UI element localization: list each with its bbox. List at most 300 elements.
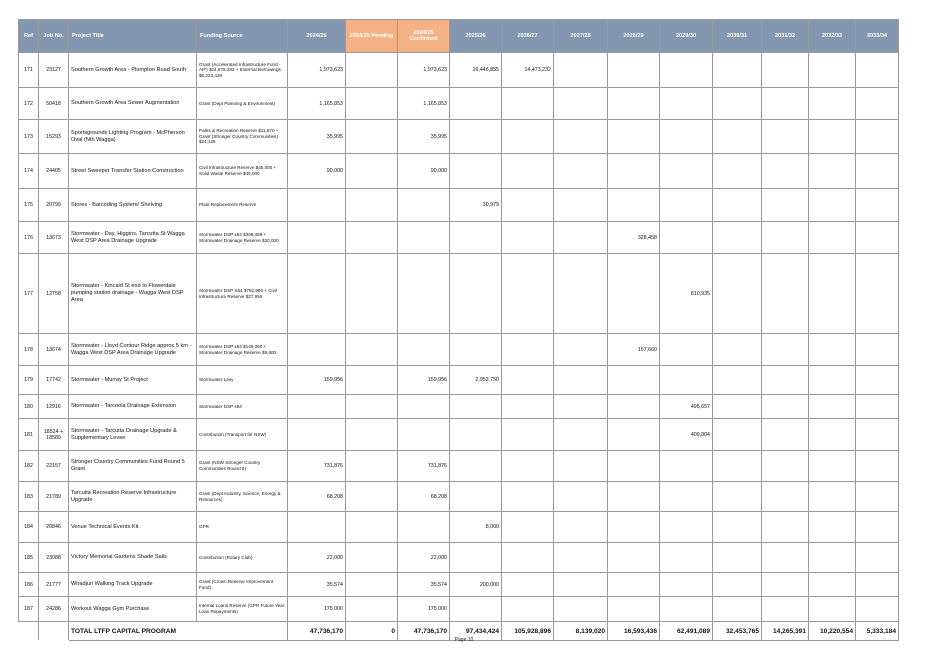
cell-funding-source: Stormwater DSP s64 <box>197 395 288 419</box>
cell-2024-25: 1,973,623 <box>288 53 346 88</box>
cell-job-no: 20799 <box>39 189 69 222</box>
cell-2032-33 <box>809 154 856 189</box>
cell-2026-27 <box>502 222 554 254</box>
cell-2032-33 <box>809 366 856 395</box>
cell-2030-31 <box>713 451 762 482</box>
cell-ref: 181 <box>19 419 39 451</box>
cell-job-no: 21777 <box>39 573 69 597</box>
cell-ref: 174 <box>19 154 39 189</box>
cell-2025-26: 8,000 <box>450 512 502 543</box>
cell-2026-27 <box>502 512 554 543</box>
cell-job-no: 24286 <box>39 597 69 622</box>
cell-funding-source: Plant Replacement Reserve <box>197 189 288 222</box>
cell-2033-34 <box>856 419 899 451</box>
cell-2024-25 <box>288 334 346 366</box>
cell-2033-34 <box>856 88 899 120</box>
cell-2027-28 <box>554 512 608 543</box>
header-job-no: Job No. <box>39 20 69 53</box>
cell-2024-25: 731,876 <box>288 451 346 482</box>
cell-2028-29 <box>608 512 660 543</box>
cell-2024-25-pending <box>346 543 398 573</box>
cell-2024-25-confirmed <box>398 395 450 419</box>
cell-2030-31 <box>713 154 762 189</box>
cell-2031-32 <box>762 334 809 366</box>
cell-2033-34 <box>856 366 899 395</box>
table-row <box>19 120 899 154</box>
total-2027-28: 8,139,020 <box>554 622 608 641</box>
cell-job-no: 22157 <box>39 451 69 482</box>
cell-2032-33 <box>809 53 856 88</box>
total-2032-33: 10,220,554 <box>809 622 856 641</box>
cell-2031-32 <box>762 419 809 451</box>
cell-project-title: Stormwater - Murray St Project <box>69 366 197 395</box>
cell-2029-30 <box>660 189 713 222</box>
cell-2026-27: 14,473,232 <box>502 53 554 88</box>
cell-2032-33 <box>809 334 856 366</box>
cell-2024-25: 159,956 <box>288 366 346 395</box>
cell-2029-30: 495,657 <box>660 395 713 419</box>
cell-2026-27 <box>502 366 554 395</box>
cell-2025-26: 16,446,855 <box>450 53 502 88</box>
cell-2025-26 <box>450 543 502 573</box>
cell-funding-source: Grant (NSW Stronger Country Communities Round 5) <box>197 451 288 482</box>
cell-2027-28 <box>554 573 608 597</box>
cell-funding-source: Contribution (Rotary Club) <box>197 543 288 573</box>
cell-2032-33 <box>809 189 856 222</box>
cell-2024-25-pending <box>346 53 398 88</box>
cell-2028-29 <box>608 53 660 88</box>
cell-2032-33 <box>809 482 856 512</box>
cell-2029-30 <box>660 154 713 189</box>
cell-2024-25 <box>288 189 346 222</box>
cell-2030-31 <box>713 395 762 419</box>
cell-2028-29 <box>608 254 660 334</box>
cell-2032-33 <box>809 222 856 254</box>
total-2033-34: 5,333,184 <box>856 622 899 641</box>
cell-job-no: 24405 <box>39 154 69 189</box>
table-row <box>19 88 899 120</box>
cell-job-no: 18524 + 18589 <box>39 419 69 451</box>
cell-2028-29 <box>608 366 660 395</box>
total-2024-25-pending: 0 <box>346 622 398 641</box>
table-row <box>19 573 899 597</box>
cell-2029-30 <box>660 597 713 622</box>
cell-2026-27 <box>502 573 554 597</box>
cell-2025-26 <box>450 334 502 366</box>
cell-2024-25: 22,000 <box>288 543 346 573</box>
cell-2027-28 <box>554 395 608 419</box>
cell-project-title: Southern Growth Area - Plumpton Road South <box>69 53 197 88</box>
cell-2026-27 <box>502 120 554 154</box>
cell-2025-26 <box>450 222 502 254</box>
table-row <box>19 512 899 543</box>
cell-2032-33 <box>809 88 856 120</box>
cell-2033-34 <box>856 512 899 543</box>
header-2029-30: 2029/30 <box>660 20 713 53</box>
cell-project-title: Stormwater - Tarcutta Drainage Upgrade & Supplementary Levee <box>69 419 197 451</box>
cell-2030-31 <box>713 120 762 154</box>
cell-funding-source: Grant (Accelerated Infrastructure Fund - AIF) $24,678,282 + External Borrowings $8,223,428 <box>197 53 288 88</box>
cell-2024-25-confirmed: 1,973,623 <box>398 53 450 88</box>
cell-2024-25-confirmed: 22,000 <box>398 543 450 573</box>
cell-2031-32 <box>762 254 809 334</box>
table-row <box>19 482 899 512</box>
table-row <box>19 543 899 573</box>
cell-2029-30 <box>660 573 713 597</box>
cell-job-no: 13673 <box>39 222 69 254</box>
cell-2024-25-pending <box>346 512 398 543</box>
cell-2028-29 <box>608 419 660 451</box>
cell-2025-26 <box>450 120 502 154</box>
cell-funding-source: Stormwater DSP S64 $782,980 + Civil Infrastructure Reserve $27,955 <box>197 254 288 334</box>
cell-2024-25-pending <box>346 395 398 419</box>
cell-funding-source: Civil Infrastructure Reserve $45,000 + Solid Waste Reserve $45,000 <box>197 154 288 189</box>
cell-job-no: 50418 <box>39 88 69 120</box>
cell-job-no: 17742 <box>39 366 69 395</box>
cell-2029-30 <box>660 53 713 88</box>
cell-funding-source: Stormwater Levy <box>197 366 288 395</box>
header-2028-29: 2028/29 <box>608 20 660 53</box>
cell-2024-25-confirmed: 35,574 <box>398 573 450 597</box>
header-2033-34: 2033/34 <box>856 20 899 53</box>
cell-2031-32 <box>762 512 809 543</box>
cell-2024-25-pending <box>346 573 398 597</box>
cell-job-no: 20846 <box>39 512 69 543</box>
header-row <box>19 20 899 53</box>
cell-ref: 178 <box>19 334 39 366</box>
cell-2025-26 <box>450 451 502 482</box>
cell-2024-25: 1,165,853 <box>288 88 346 120</box>
cell-funding-source: Stormwater DSP s64 $148,060 + Stormwater Drainage Reserve $9,600 <box>197 334 288 366</box>
cell-2024-25-confirmed: 35,995 <box>398 120 450 154</box>
cell-2027-28 <box>554 482 608 512</box>
cell-2033-34 <box>856 395 899 419</box>
cell-ref: 171 <box>19 53 39 88</box>
cell-project-title: Sportsgrounds Lighting Program - McPherson Oval (Nth Wagga) <box>69 120 197 154</box>
cell-2027-28 <box>554 451 608 482</box>
cell-2028-29 <box>608 543 660 573</box>
cell-2033-34 <box>856 482 899 512</box>
cell-ref: 184 <box>19 512 39 543</box>
table-row <box>19 395 899 419</box>
table-row <box>19 419 899 451</box>
cell-funding-source: GPR <box>197 512 288 543</box>
cell-2028-29 <box>608 482 660 512</box>
cell-2030-31 <box>713 573 762 597</box>
cell-2026-27 <box>502 189 554 222</box>
cell-2033-34 <box>856 222 899 254</box>
cell-2024-25-confirmed: 68,208 <box>398 482 450 512</box>
cell-2024-25 <box>288 419 346 451</box>
cell-project-title: Tarcutta Recreation Reserve Infrastructure Upgrade <box>69 482 197 512</box>
total-2030-31: 32,453,765 <box>713 622 762 641</box>
cell-2024-25-pending <box>346 334 398 366</box>
cell-funding-source: Contribution (Transport for NSW) <box>197 419 288 451</box>
header-ref: Ref <box>19 20 39 53</box>
cell-2024-25-pending <box>346 189 398 222</box>
table-row <box>19 53 899 88</box>
cell-ref: 177 <box>19 254 39 334</box>
cell-2033-34 <box>856 154 899 189</box>
cell-2028-29 <box>608 88 660 120</box>
cell-job-no: 15293 <box>39 120 69 154</box>
cell-funding-source: Internal Loans Reserve (GPR Future Year Loan Repayments) <box>197 597 288 622</box>
cell-2031-32 <box>762 573 809 597</box>
cell-2029-30 <box>660 88 713 120</box>
cell-funding-source: Parks & Recreation Reserve $11,870 + Grant (Stronger Country Communities) $24,125 <box>197 120 288 154</box>
cell-2024-25 <box>288 254 346 334</box>
cell-2033-34 <box>856 189 899 222</box>
cell-funding-source: Stormwater DSP s64 $308,458 + Stormwater Drainage Reserve $20,000 <box>197 222 288 254</box>
cell-job-no: 21789 <box>39 482 69 512</box>
cell-2029-30 <box>660 451 713 482</box>
cell-project-title: Stormwater - Kincaid St end to Flowerdale pumping station drainage - Wagga West DSP Area <box>69 254 197 334</box>
cell-job-no: 13674 <box>39 334 69 366</box>
cell-funding-source: Grant (Dept Industry, Science, Energy & Resources) <box>197 482 288 512</box>
cell-2031-32 <box>762 597 809 622</box>
cell-2024-25-pending <box>346 451 398 482</box>
capital-program-table <box>18 19 899 641</box>
table-row <box>19 154 899 189</box>
cell-2024-25-pending <box>346 154 398 189</box>
cell-2027-28 <box>554 254 608 334</box>
cell-2028-29 <box>608 451 660 482</box>
cell-project-title: Stormwater - Tarcoola Drainage Extension <box>69 395 197 419</box>
header-2025-26: 2025/26 <box>450 20 502 53</box>
cell-2027-28 <box>554 334 608 366</box>
header-2027-28: 2027/28 <box>554 20 608 53</box>
cell-2028-29 <box>608 154 660 189</box>
cell-2032-33 <box>809 573 856 597</box>
cell-2032-33 <box>809 597 856 622</box>
cell-2024-25-confirmed <box>398 419 450 451</box>
cell-2029-30 <box>660 512 713 543</box>
cell-2024-25-confirmed <box>398 222 450 254</box>
cell-2029-30: 810,935 <box>660 254 713 334</box>
total-2024-25-confirmed: 47,736,170 <box>398 622 450 641</box>
cell-project-title: Victory Memorial Gardens Shade Sails <box>69 543 197 573</box>
cell-2029-30: 409,804 <box>660 419 713 451</box>
cell-2027-28 <box>554 53 608 88</box>
cell-2029-30 <box>660 366 713 395</box>
header-2024-25-pending: 2024/25 Pending <box>346 20 398 53</box>
table-row <box>19 189 899 222</box>
cell-ref: 186 <box>19 573 39 597</box>
total-2026-27: 105,928,896 <box>502 622 554 641</box>
cell-2029-30 <box>660 482 713 512</box>
cell-2026-27 <box>502 334 554 366</box>
cell-2033-34 <box>856 451 899 482</box>
cell-project-title: Venue Technical Events Kit <box>69 512 197 543</box>
cell-project-title: Southern Growth Area Sewer Augmentation <box>69 88 197 120</box>
cell-2030-31 <box>713 88 762 120</box>
cell-2025-26: 200,000 <box>450 573 502 597</box>
cell-2025-26 <box>450 395 502 419</box>
cell-2026-27 <box>502 597 554 622</box>
cell-ref: 182 <box>19 451 39 482</box>
cell-2024-25-pending <box>346 88 398 120</box>
cell-2025-26 <box>450 154 502 189</box>
cell-2024-25-pending <box>346 419 398 451</box>
cell-2026-27 <box>502 451 554 482</box>
cell-2031-32 <box>762 222 809 254</box>
cell-ref: 183 <box>19 482 39 512</box>
cell-ref: 176 <box>19 222 39 254</box>
cell-2026-27 <box>502 88 554 120</box>
cell-2028-29 <box>608 597 660 622</box>
cell-2028-29: 157,660 <box>608 334 660 366</box>
cell-2028-29: 328,458 <box>608 222 660 254</box>
cell-2024-25-pending <box>346 597 398 622</box>
cell-project-title: Workout Wagga Gym Purchase <box>69 597 197 622</box>
header-2031-32: 2031/32 <box>762 20 809 53</box>
cell-2024-25-confirmed: 1,165,853 <box>398 88 450 120</box>
cell-ref: 172 <box>19 88 39 120</box>
header-2024-25-confirmed: 2024/25 Confirmed <box>398 20 450 53</box>
cell-2027-28 <box>554 543 608 573</box>
cell-project-title: Stormwater - Day, Higgins, Tarcutta St Wagga West DSP Area Drainage Upgrade <box>69 222 197 254</box>
cell-job-no: 12758 <box>39 254 69 334</box>
cell-2027-28 <box>554 222 608 254</box>
table-row <box>19 597 899 622</box>
cell-2029-30 <box>660 334 713 366</box>
cell-2031-32 <box>762 366 809 395</box>
table-row <box>19 254 899 334</box>
cell-2030-31 <box>713 222 762 254</box>
cell-2030-31 <box>713 334 762 366</box>
cell-2026-27 <box>502 482 554 512</box>
cell-2024-25-pending <box>346 120 398 154</box>
cell-2031-32 <box>762 482 809 512</box>
cell-2030-31 <box>713 482 762 512</box>
cell-project-title: Stores - Barcoding System/ Shelving <box>69 189 197 222</box>
cell-ref: 179 <box>19 366 39 395</box>
cell-2025-26: 30,979 <box>450 189 502 222</box>
cell-2027-28 <box>554 154 608 189</box>
header-project-title: Project Title <box>69 20 197 53</box>
cell-2026-27 <box>502 419 554 451</box>
cell-project-title: Street Sweeper Transfer Station Construction <box>69 154 197 189</box>
header-2024-25: 2024/25 <box>288 20 346 53</box>
total-2024-25: 47,736,170 <box>288 622 346 641</box>
cell-project-title: Wiradjuri Walking Track Upgrade <box>69 573 197 597</box>
total-2025-26: 97,434,424 <box>450 622 502 641</box>
cell-2033-34 <box>856 334 899 366</box>
cell-2032-33 <box>809 120 856 154</box>
cell-2028-29 <box>608 189 660 222</box>
cell-2032-33 <box>809 512 856 543</box>
cell-2031-32 <box>762 53 809 88</box>
header-2032-33: 2032/33 <box>809 20 856 53</box>
cell-2026-27 <box>502 543 554 573</box>
total-2029-30: 62,491,089 <box>660 622 713 641</box>
table-row <box>19 222 899 254</box>
cell-2028-29 <box>608 120 660 154</box>
cell-2033-34 <box>856 53 899 88</box>
cell-2033-34 <box>856 573 899 597</box>
cell-2024-25-pending <box>346 254 398 334</box>
cell-2031-32 <box>762 395 809 419</box>
cell-funding-source: Grant (Dept Planning & Environment) <box>197 88 288 120</box>
cell-2024-25-pending <box>346 366 398 395</box>
cell-2030-31 <box>713 254 762 334</box>
cell-funding-source: Grant (Crown Reserve Improvement Fund) <box>197 573 288 597</box>
cell-2027-28 <box>554 189 608 222</box>
cell-2024-25-confirmed: 175,000 <box>398 597 450 622</box>
cell-2032-33 <box>809 543 856 573</box>
cell-2028-29 <box>608 573 660 597</box>
cell-2029-30 <box>660 222 713 254</box>
cell-2024-25: 175,000 <box>288 597 346 622</box>
table-body <box>19 53 899 622</box>
cell-2027-28 <box>554 597 608 622</box>
cell-job-no: 12916 <box>39 395 69 419</box>
cell-2031-32 <box>762 543 809 573</box>
cell-2030-31 <box>713 189 762 222</box>
cell-2024-25-confirmed: 731,876 <box>398 451 450 482</box>
cell-ref: 185 <box>19 543 39 573</box>
cell-2030-31 <box>713 419 762 451</box>
cell-2033-34 <box>856 543 899 573</box>
cell-2029-30 <box>660 543 713 573</box>
cell-2026-27 <box>502 254 554 334</box>
cell-2027-28 <box>554 88 608 120</box>
cell-2030-31 <box>713 597 762 622</box>
cell-ref: 173 <box>19 120 39 154</box>
table-row <box>19 451 899 482</box>
cell-2031-32 <box>762 88 809 120</box>
cell-2024-25: 35,574 <box>288 573 346 597</box>
cell-2025-26 <box>450 597 502 622</box>
cell-job-no: 23127 <box>39 53 69 88</box>
total-2028-29: 16,593,436 <box>608 622 660 641</box>
cell-2024-25-pending <box>346 222 398 254</box>
cell-ref: 180 <box>19 395 39 419</box>
cell-2025-26 <box>450 88 502 120</box>
header-2026-27: 2026/27 <box>502 20 554 53</box>
cell-2032-33 <box>809 451 856 482</box>
cell-project-title: Stormwater - Lloyd Contour Ridge approx 5 km - Wagga West DSP Area Drainage Upgrade <box>69 334 197 366</box>
cell-2027-28 <box>554 366 608 395</box>
cell-2024-25-confirmed <box>398 189 450 222</box>
cell-2024-25-confirmed: 159,956 <box>398 366 450 395</box>
cell-2031-32 <box>762 189 809 222</box>
cell-2033-34 <box>856 120 899 154</box>
cell-2030-31 <box>713 512 762 543</box>
cell-2024-25 <box>288 222 346 254</box>
table-row <box>19 366 899 395</box>
cell-2025-26 <box>450 254 502 334</box>
cell-2030-31 <box>713 53 762 88</box>
cell-2025-26 <box>450 419 502 451</box>
cell-2032-33 <box>809 254 856 334</box>
cell-2033-34 <box>856 254 899 334</box>
header-2030-31: 2030/31 <box>713 20 762 53</box>
cell-2030-31 <box>713 366 762 395</box>
cell-2029-30 <box>660 120 713 154</box>
cell-2032-33 <box>809 419 856 451</box>
cell-2026-27 <box>502 395 554 419</box>
table-row <box>19 334 899 366</box>
cell-2024-25-confirmed <box>398 254 450 334</box>
cell-2026-27 <box>502 154 554 189</box>
cell-project-title: Stronger Country Communities Fund Round 5 Grant <box>69 451 197 482</box>
page-number: Page 10 <box>454 637 474 643</box>
cell-2033-34 <box>856 597 899 622</box>
cell-2024-25 <box>288 395 346 419</box>
header-funding-source: Funding Source <box>197 20 288 53</box>
total-2031-32: 14,265,391 <box>762 622 809 641</box>
